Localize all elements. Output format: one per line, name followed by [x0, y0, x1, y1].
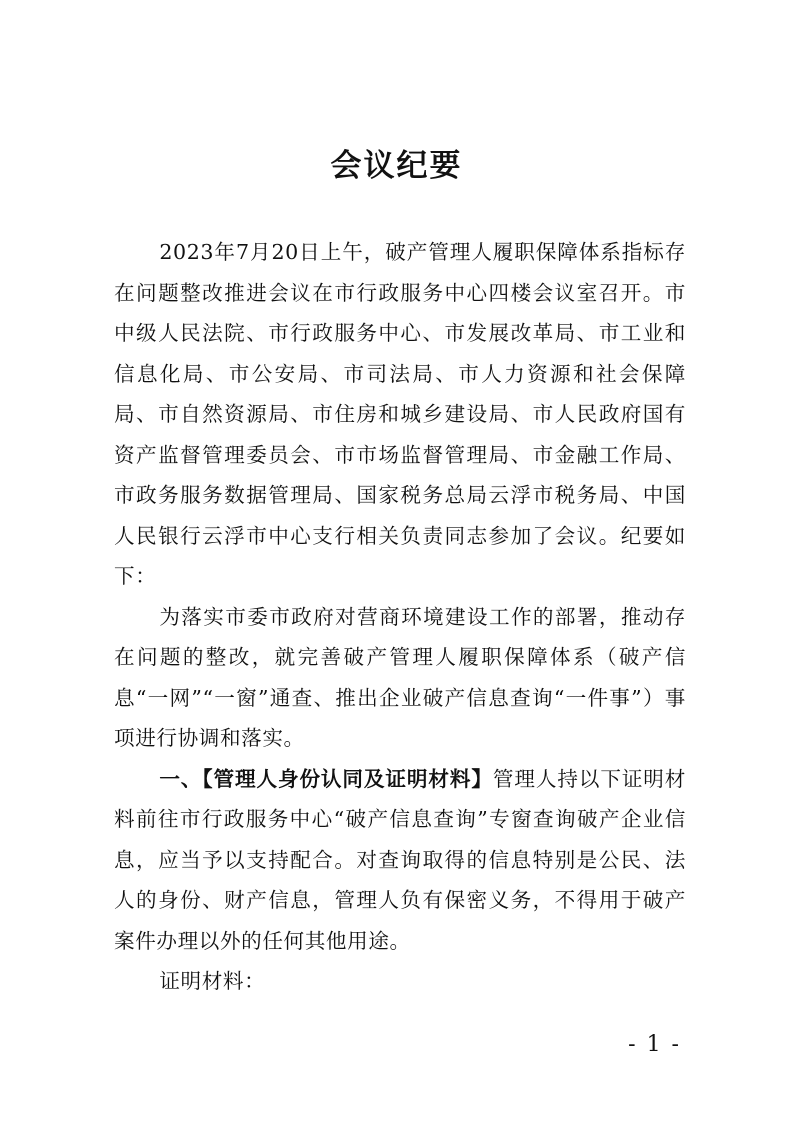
section-one-body: 管理人持以下证明材料前往市行政服务中心“破产信息查询”专窗查询破产企业信息，应当予以支持配合。对查询取得的信息特别是公民、法人的身份、财产信息，管理人负有保密义务，不得用于破产案件办理以外的任何其他用途。	[114, 766, 686, 953]
paragraph-purpose: 为落实市委市政府对营商环境建设工作的部署，推动存在问题的整改，就完善破产管理人履职保障体系（破产信息“一网”“一窗”通查、推出企业破产信息查询“一件事”）事项进行协调和落实。	[114, 604, 686, 750]
paragraph-meeting-info: 2023年7月20日上午，破产管理人履职保障体系指标存在问题整改推进会议在市行政服务中心四楼会议室召开。市中级人民法院、市行政服务中心、市发展改革局、市工业和信息化局、市公安局、市司法局、市人力资源和社会保障局、市自然资源局、市住房和城乡建设局、市人民政府国有资产监督管理委员会、市市场监督管理局、市金融工作局、市政务服务数据管理局、国家税务总局云浮市税务局、中国人民银行云浮市中心支行相关负责同志参加了会议。纪要如下：	[114, 240, 686, 588]
paragraph-proof-materials: 证明材料：	[159, 969, 266, 993]
document-body	[114, 232, 686, 1002]
document-title: 会议纪要	[330, 148, 463, 184]
section-one-heading: 一、【管理人身份认同及证明材料】	[159, 766, 493, 791]
paragraph-section-one	[114, 759, 686, 962]
page-number: - 1 -	[628, 1032, 681, 1057]
